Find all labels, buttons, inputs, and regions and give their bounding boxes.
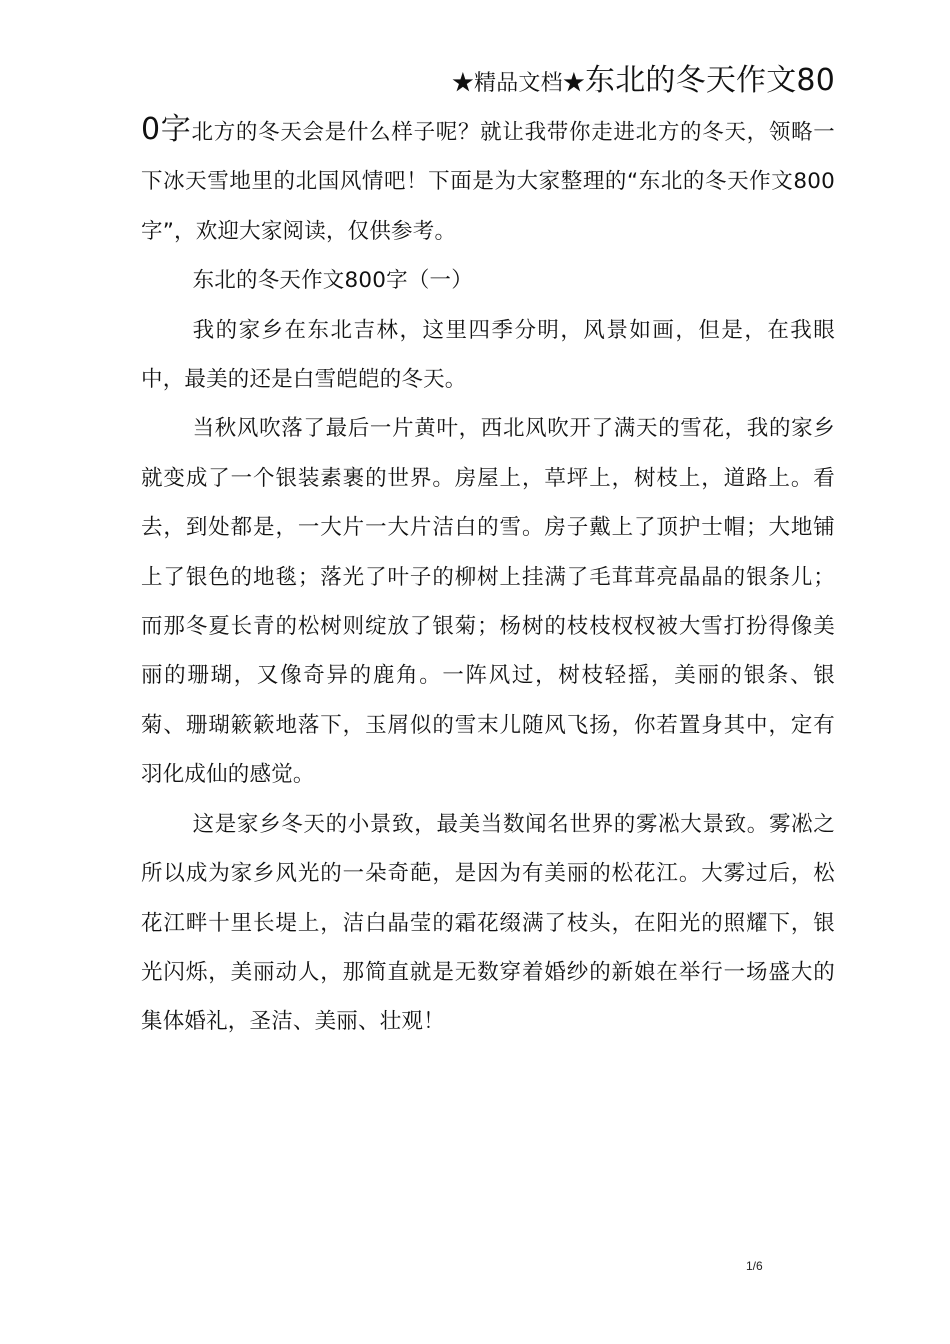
document-title-continued: 0字 (141, 112, 192, 147)
body-paragraph-1: 我的家乡在东北吉林，这里四季分明，风景如画，但是，在我眼中，最美的还是白雪皑皑的冬天。 (141, 317, 835, 393)
intro-text: 北方的冬天会是什么样子呢？就让我带你走进北方的冬天，领略一下冰天雪地里的北国风情吧！下面是为大家整理的“东北的冬天作文800字”，欢迎大家阅读，仅供参考。 (141, 120, 835, 244)
document-title: 东北的冬天作文80 (585, 63, 835, 98)
body-paragraph-3: 这是家乡冬天的小景致，最美当数闻名世界的雾凇大景致。雾凇之所以成为家乡风光的一朵奇葩，是因为有美丽的松花江。大雾过后，松花江畔十里长堤上，洁白晶莹的霜花缀满了枝头，在阳光的照耀下，银光闪烁，美丽动人，那简直就是无数穿着婚纱的新娘在举行一场盛大的集体婚礼，圣洁、美丽、壮观！ (141, 811, 835, 1035)
section-heading: 东北的冬天作文800字（一） (192, 268, 473, 294)
document-body (141, 56, 835, 1047)
body-paragraph-2: 当秋风吹落了最后一片黄叶，西北风吹开了满天的雪花，我的家乡就变成了一个银装素裹的世界。房屋上，草坪上，树枝上，道路上。看去，到处都是，一大片一大片洁白的雪。房子戴上了顶护士帽；大地铺上了银色的地毯；落光了叶子的柳树上挂满了毛茸茸亮晶晶的银条儿；而那冬夏长青的松树则绽放了银菊；杨树的枝枝杈杈被大雪打扮得像美丽的珊瑚，又像奇异的鹿角。一阵风过，树枝轻摇，美丽的银条、银菊、珊瑚簌簌地落下，玉屑似的雪末儿随风飞扬，你若置身其中，定有羽化成仙的感觉。 (141, 416, 835, 788)
document-header (141, 56, 835, 105)
premium-tag: ★精品文档★ (451, 71, 586, 96)
intro-paragraph (141, 105, 835, 256)
page-number: 1/6 (746, 1259, 763, 1273)
